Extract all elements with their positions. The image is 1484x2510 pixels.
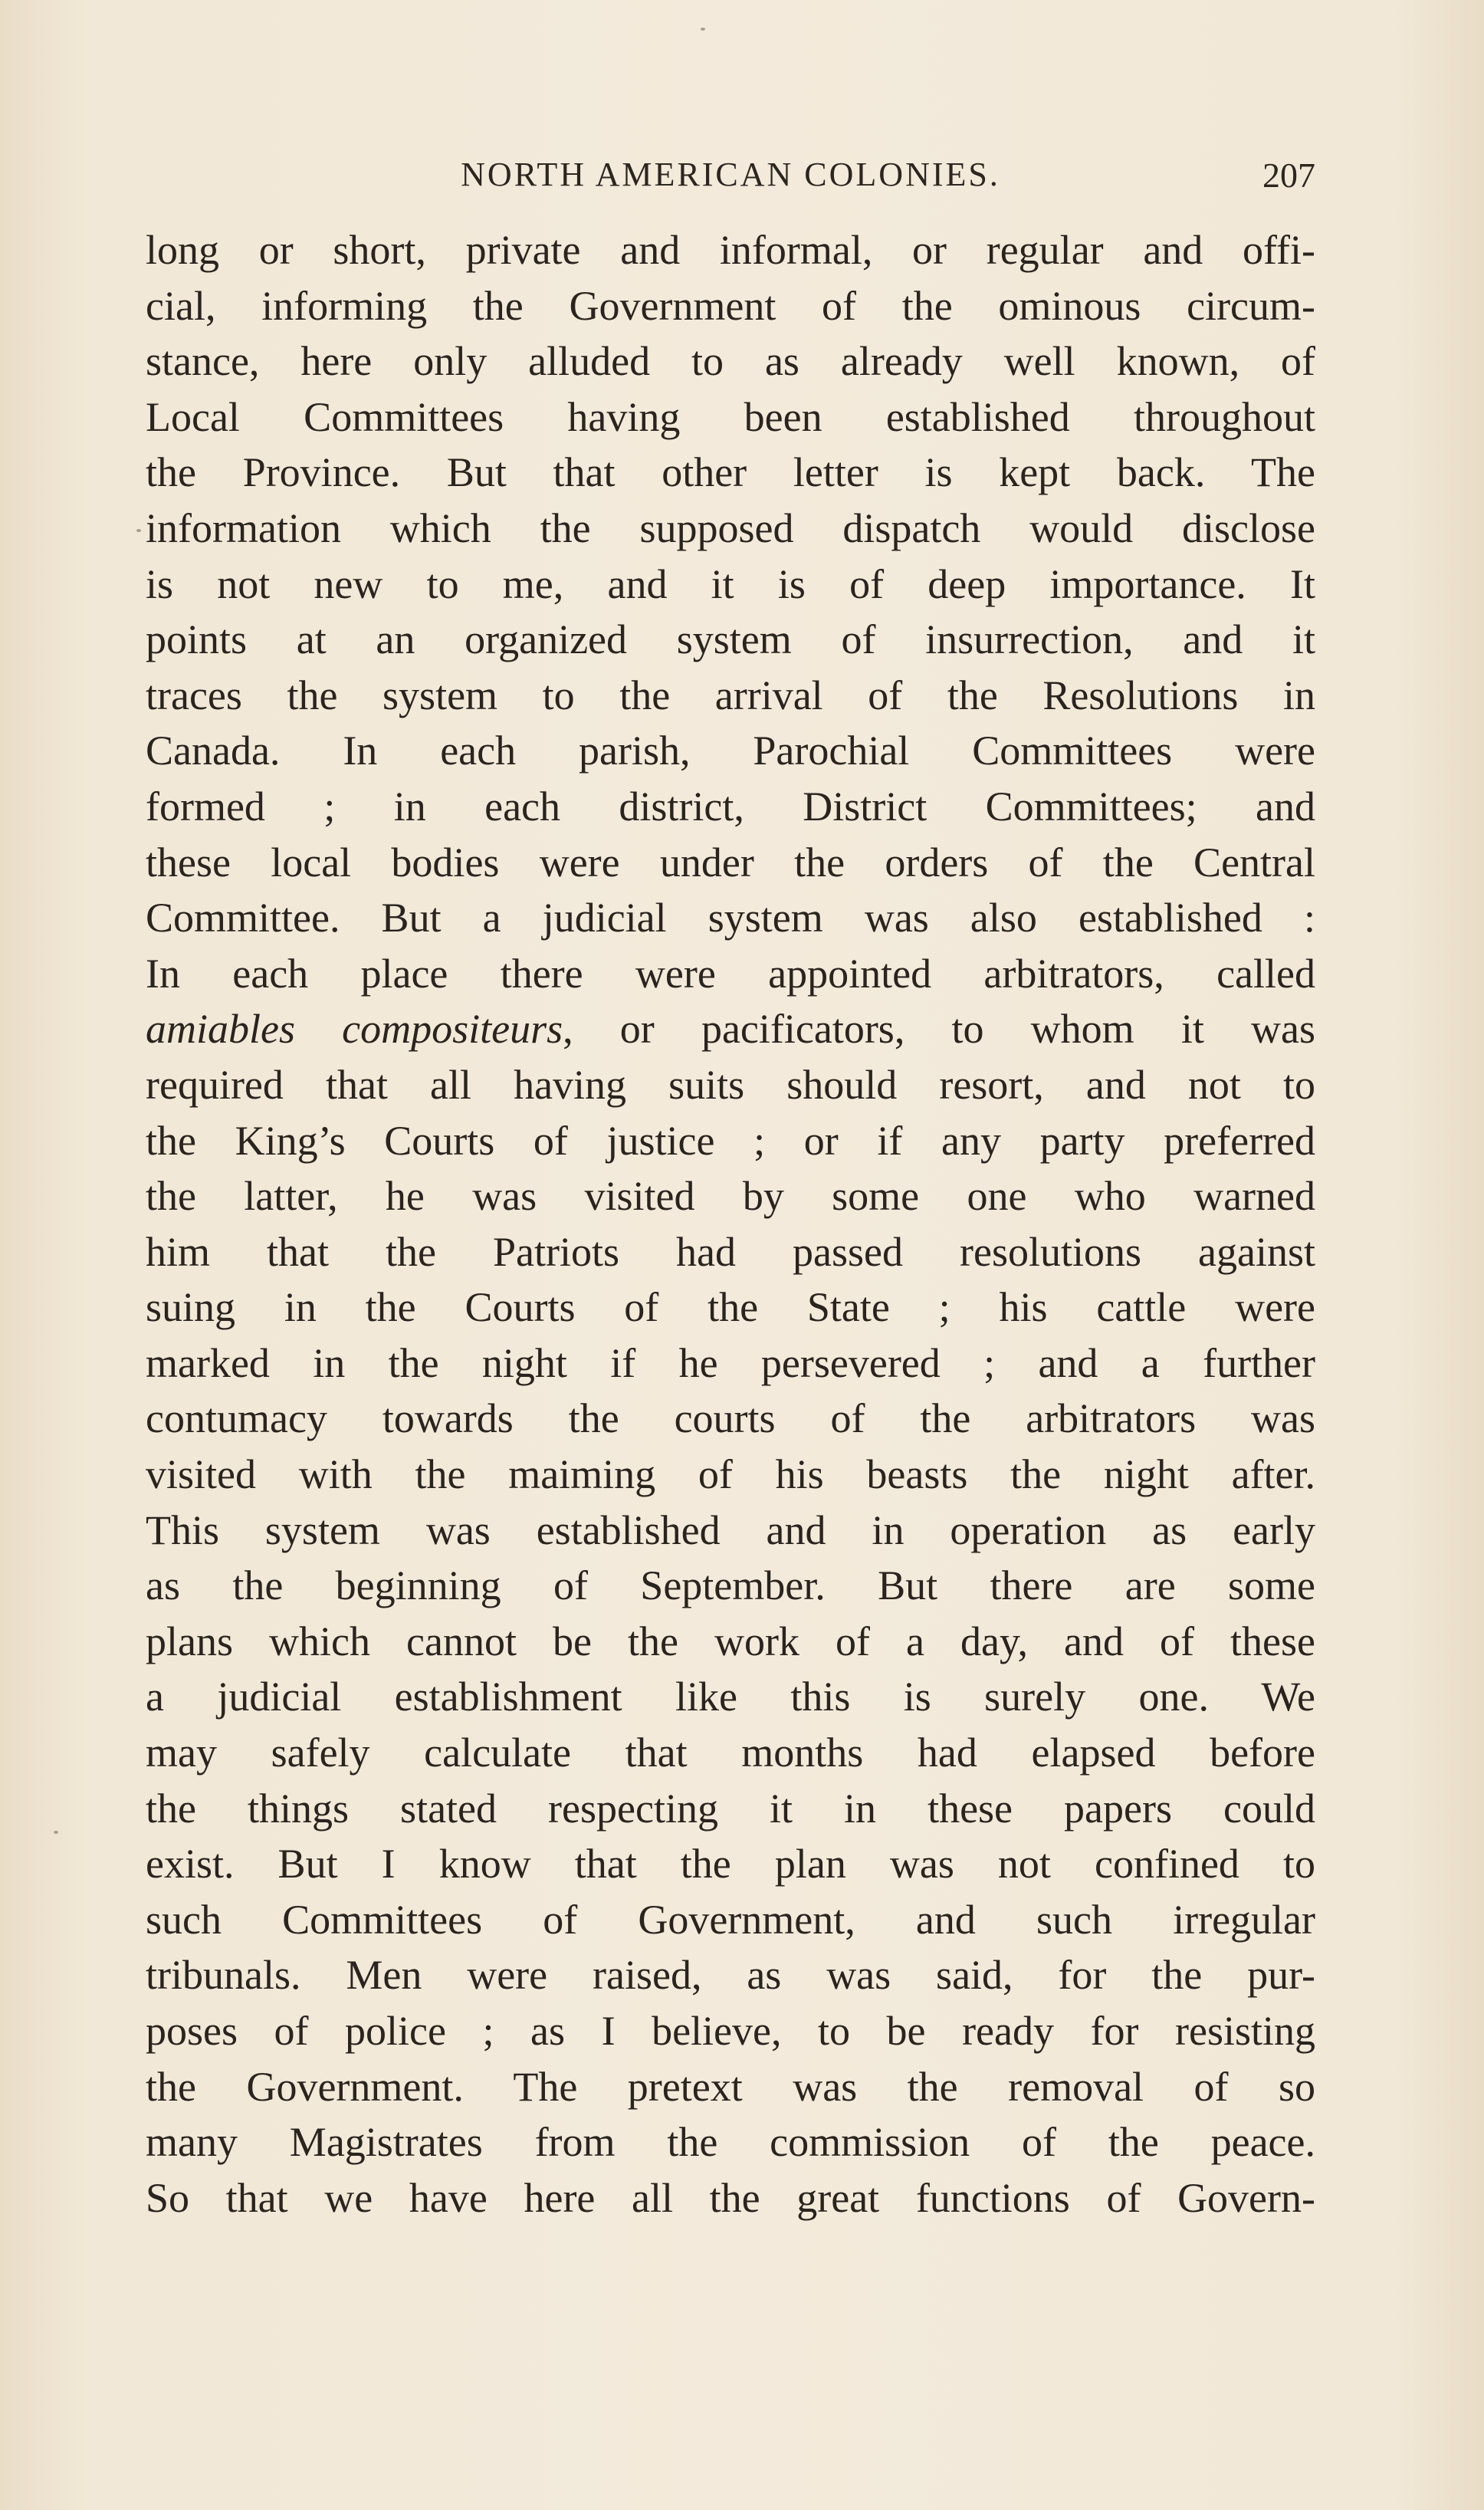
- text-line: may safely calculate that months had elapsed before: [146, 1730, 1315, 1776]
- text-line: formed ; in each district, District Committees; and: [146, 783, 1315, 830]
- page-number: 207: [1262, 156, 1315, 195]
- text-line: the Government. The pretext was the removal of so: [146, 2063, 1315, 2110]
- ink-speck: [701, 28, 705, 31]
- text-line: such Committees of Government, and such irregular: [146, 1896, 1315, 1943]
- text-line: the things stated respecting it in these papers could: [146, 1785, 1315, 1832]
- text-line: visited with the maiming of his beasts the night after.: [146, 1451, 1315, 1498]
- running-title: NORTH AMERICAN COLONIES.: [461, 156, 1000, 193]
- text-line: many Magistrates from the commission of the peace.: [146, 2119, 1315, 2166]
- body-text: [146, 222, 1315, 2226]
- text-line: plans which cannot be the work of a day, and of these: [146, 1618, 1315, 1664]
- text-line: marked in the night if he persevered ; and a further: [146, 1339, 1315, 1386]
- text-line: contumacy towards the courts of the arbitrators was: [146, 1395, 1315, 1442]
- text-line: tribunals. Men were raised, as was said, for the pur-: [146, 1952, 1315, 1999]
- text-line: cial, informing the Government of the ominous circum-: [146, 282, 1315, 329]
- text-line-with-italic: [146, 1001, 1315, 1057]
- ink-speck: [136, 529, 141, 532]
- text-line: him that the Patriots had passed resolutions against: [146, 1228, 1315, 1275]
- text-line: points at an organized system of insurrection, and it: [146, 616, 1315, 663]
- text-line: exist. But I know that the plan was not confined to: [146, 1841, 1315, 1887]
- text-line: long or short, private and informal, or regular and offi-: [146, 227, 1315, 273]
- text-line: This system was established and in operation as early: [146, 1506, 1315, 1553]
- text-line: poses of police ; as I believe, to be ready for resisting: [146, 2008, 1315, 2054]
- text-line: is not new to me, and it is of deep importance. It: [146, 560, 1315, 607]
- text-line: as the beginning of September. But there are some: [146, 1562, 1315, 1609]
- text-line: Canada. In each parish, Parochial Committees were: [146, 728, 1315, 774]
- text-line: information which the supposed dispatch would disclose: [146, 504, 1315, 551]
- text-line: these local bodies were under the orders of the Central: [146, 839, 1315, 885]
- text-line: the Province. But that other letter is kept back. The: [146, 449, 1315, 496]
- running-head: [146, 150, 1315, 204]
- text-line: the King’s Courts of justice ; or if any party preferred: [146, 1117, 1315, 1164]
- italic-phrase: amiables compositeurs: [146, 1006, 563, 1053]
- text-line: Local Committees having been established throughout: [146, 393, 1315, 440]
- text-line: So that we have here all the great functions of Govern-: [146, 2174, 1315, 2221]
- text-line: Committee. But a judicial system was also established :: [146, 895, 1315, 941]
- text-line: the latter, he was visited by some one who warned: [146, 1173, 1315, 1220]
- text-line: a judicial establishment like this is surely one. We: [146, 1674, 1315, 1720]
- text-line: In each place there were appointed arbitrators, called: [146, 950, 1315, 997]
- text-line: required that all having suits should resort, and not to: [146, 1061, 1315, 1108]
- text-line: traces the system to the arrival of the Resolutions in: [146, 672, 1315, 718]
- text-line: suing in the Courts of the State ; his cattle were: [146, 1284, 1315, 1331]
- text-line: stance, here only alluded to as already well known, of: [146, 338, 1315, 385]
- ink-speck: [54, 1831, 58, 1834]
- text-line-rest: , or pacificators, to whom it was: [563, 1006, 1315, 1053]
